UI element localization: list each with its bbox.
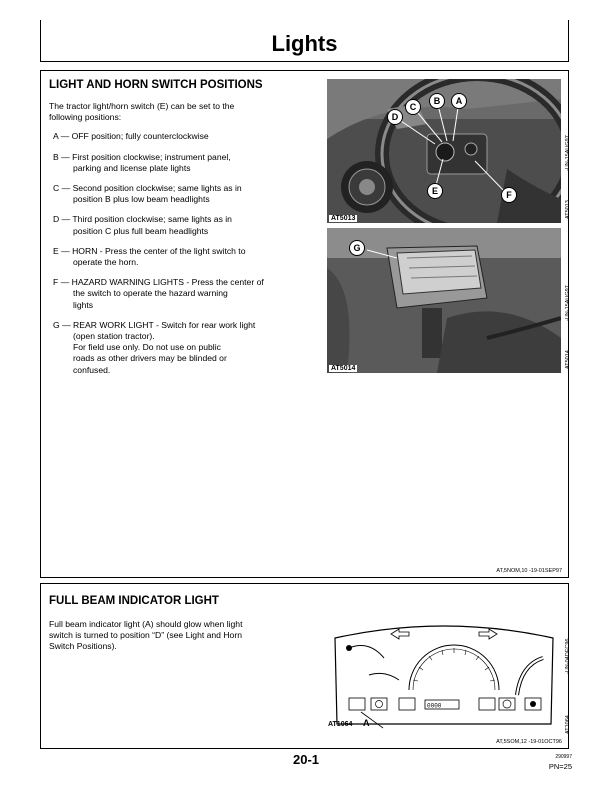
position-line: C — Second position clockwise; same lights as in [53,183,242,194]
section-heading: FULL BEAM INDICATOR LIGHT [49,595,219,607]
callout-c: C [405,99,421,115]
instrument-panel-diagram [329,620,559,732]
side-code: AT5014 [565,350,571,369]
side-ref: -UN-15AUG97 [565,135,571,171]
position-line: For field use only. Do not use on public [73,342,221,353]
position-line: position C plus full beam headlights [73,225,209,236]
position-line: A — OFF position; fully counterclockwise [53,131,209,142]
intro-text [49,101,319,123]
position-item-c [49,183,319,205]
light-switch-photo [327,79,561,223]
rear-work-light-photo [327,228,561,373]
side-code: AT1064 [565,715,571,734]
position-line: operate the horn. [73,257,139,268]
intro-line: The tractor light/horn switch (E) can be set to the [49,101,235,111]
position-item-b [49,152,319,174]
callout-b: B [429,93,445,109]
position-line: confused. [73,364,111,375]
position-item-a [49,131,319,142]
position-item-g [49,320,319,376]
photo-code: AT5014 [331,365,356,372]
full-beam-text [49,619,309,653]
position-line: B — First position clockwise; instrument panel, [53,151,231,162]
text-line: Full beam indicator light (A) should glow when light [49,619,243,629]
position-line: D — Third position clockwise; same lights as in [53,214,232,225]
text-line: Switch Positions). [49,641,117,652]
side-ref: -UN-04DEC96 [565,638,571,674]
intro-line: following positions: [49,112,122,123]
page-number: 20-1 [292,752,320,767]
callout-e: E [427,183,443,199]
position-line: parking and license plate lights [73,162,191,173]
position-line: the switch to operate the hazard warning [73,288,228,299]
position-item-e [49,246,319,268]
small-code: 290997 [555,754,572,760]
position-line: lights [73,299,94,310]
position-line: position B plus low beam headlights [73,194,210,205]
position-line: (open station tractor). [73,331,155,342]
pn-code: PN=25 [548,762,572,771]
callout-d: D [387,109,403,125]
callout-f: F [501,187,517,203]
text-line: switch is turned to position “D” (see Light and Horn [49,630,242,641]
side-ref: -UN-15AUG97 [565,285,571,321]
position-item-d [49,214,319,236]
page-title: Lights [271,31,338,56]
side-code: AT5013 [565,200,571,219]
light-horn-section [40,70,569,578]
position-line: E — HORN - Press the center of the light switch to [53,245,246,256]
callout-g: G [349,240,365,256]
position-line: F — HAZARD WARNING LIGHTS - Press the center of [53,277,264,288]
section-heading: LIGHT AND HORN SWITCH POSITIONS [49,79,263,91]
photo-code: AT5013 [331,215,356,222]
odometer-readout: 0000 [427,702,442,710]
position-item-f [49,277,319,311]
position-line: roads as other drivers may be blinded or [73,353,227,364]
section-footer-ref: AT,5SOM,12 -19-01OCT96 [496,739,562,745]
section-footer-ref: AT,5NOM,10 -19-01SEP97 [496,568,562,574]
callout-a-panel: A [363,718,370,728]
light-horn-text [49,101,319,385]
title-frame [40,20,569,62]
panel-code: AT1064 [328,721,353,728]
position-line: G — REAR WORK LIGHT - Switch for rear work light [53,319,256,330]
callout-a: A [451,93,467,109]
full-beam-section [40,583,569,749]
